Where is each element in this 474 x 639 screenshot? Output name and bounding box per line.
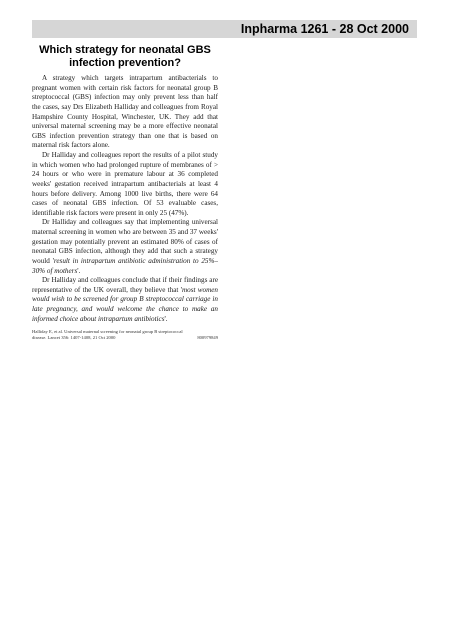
paragraph-text: Dr Halliday and colleagues conclude that if their findings are representative of the UK overall, they believe that '	[32, 276, 218, 294]
reference-text: Halliday E, et al. Universal maternal screening for neonatal group B streptococcal disease. Lancet 356: 1407-1408, 21 Oct 2000	[32, 329, 183, 341]
paragraph-end: '.	[77, 266, 81, 275]
article-title-line-2: infection prevention?	[69, 56, 181, 69]
paragraph-text: Dr Halliday and colleagues say that implementing universal maternal screening in women who are between 35 and 37 weeks' gestation may potentially prevent an estimated 80% of cases of neonatal GBS infection, although they add that such a strategy would '	[32, 218, 218, 265]
quote: result in intrapartum antibiotic administration to 25%–30% of mothers	[32, 256, 218, 275]
paragraph-end: '.	[164, 314, 168, 323]
article-title-line-1: Which strategy for neonatal GBS	[39, 44, 211, 56]
header-bar	[32, 20, 417, 38]
article-title	[32, 44, 218, 69]
paragraph-conclusion	[32, 276, 218, 324]
paragraph-pilot-study: Dr Halliday and colleagues report the results of a pilot study in which women who had prolonged rupture of membranes of > 24 hours or who were in premature labour at 36 completed weeks' gestation received intrapartum antibacterials at least 4 hours before delivery. Among 1000 live births, there were 64 cases of neonatal GBS infection. Of 53 evaluable cases, identifiable risk factors were present in only 25 (47%).	[32, 151, 218, 217]
paragraph-intro: A strategy which targets intrapartum antibacterials to pregnant women with certain risk factors for neonatal group B streptococcal (GBS) infection may only prevent less than half the cases, say Drs Elizabeth Halliday and colleagues from Royal Hampshire County Hospital, Winchester, UK. They add that universal maternal screening may be a more effective neonatal GBS infection prevention strategy than one that is based on maternal risk factors alone.	[32, 74, 218, 150]
article	[32, 44, 218, 342]
reference-id: 800979849	[197, 335, 218, 341]
reference-citation	[32, 329, 218, 341]
quote: most women would wish to be screened for group B streptococcal carriage in late pregnancy, and would welcome the chance to make an informed choice about intrapartum antibiotics	[32, 285, 218, 323]
paragraph-universal-screening	[32, 218, 218, 276]
issue-title: Inpharma 1261 - 28 Oct 2000	[240, 22, 409, 36]
